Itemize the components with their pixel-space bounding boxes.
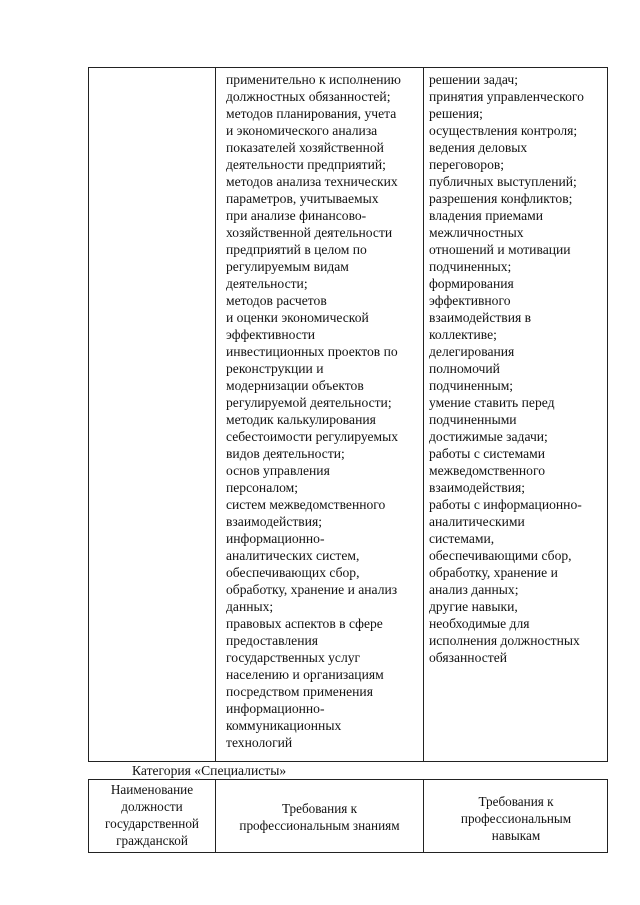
text-line: другие навыки, [429,599,518,614]
text-line: владения приемами [429,208,544,223]
text-line: деятельности предприятий; [226,157,386,172]
text-line: достижимые задачи; [429,429,548,444]
text-line: взаимодействия; [226,514,323,529]
text-line: применительно к исполнению [226,72,401,87]
text-line: анализ данных; [429,582,519,597]
text-line: эффективности [226,327,316,342]
text-line: персоналом; [226,480,299,495]
column-divider [215,68,216,761]
text-line: принятия управленческого [429,89,584,104]
text-line: основ управления [226,463,330,478]
text-line: обеспечивающих сбор, [226,565,360,580]
text-line: хозяйственной деятельности [226,225,393,240]
text-line: разрешения конфликтов; [429,191,573,206]
text-line: систем межведомственного [226,497,386,512]
text-line: переговоров; [429,157,505,172]
text-line: регулируемым видам [226,259,349,274]
text-line: правовых аспектов в сфере [226,616,383,631]
text-line: публичных выступлений; [429,174,577,189]
requirements-table [88,67,608,762]
text-line: подчиненным; [429,378,514,393]
text-line: работы с системами [429,446,546,461]
text-line: деятельности; [226,276,308,291]
text-line: модернизации объектов [226,378,364,393]
text-line: методов планирования, учета [226,106,397,121]
text-line: обработку, хранение и анализ [226,582,398,597]
text-line: взаимодействия в [429,310,532,325]
text-line: информационно- [226,701,325,716]
header-text-line: Требования к [478,794,554,809]
text-line: аналитических систем, [226,548,360,563]
text-line: при анализе финансово- [226,208,367,223]
text-line: методик калькулирования [226,412,376,427]
text-line: видов деятельности; [226,446,345,461]
text-line: реконструкции и [226,361,324,376]
text-line: аналитическими [429,514,525,529]
text-line: регулируемой деятельности; [226,395,392,410]
text-line: методов расчетов [226,293,327,308]
text-line: и экономического анализа [226,123,378,138]
text-line: информационно- [226,531,325,546]
text-line: и оценки экономической [226,310,369,325]
text-line: себестоимости регулируемых [226,429,399,444]
text-line: коллективе; [429,327,497,342]
text-line: эффективного [429,293,511,308]
header-text-line: гражданской [116,833,188,848]
text-line: методов анализа технических [226,174,398,189]
column-divider [423,68,424,761]
text-line: системами, [429,531,495,546]
text-line: обязанностей [429,650,507,665]
text-line: работы с информационно- [429,497,582,512]
text-line: умение ставить перед [429,395,555,410]
text-line: подчиненными [429,412,517,427]
text-line: обработку, хранение и [429,565,558,580]
text-line: коммуникационных [226,718,342,733]
text-line: межведомственного [429,463,546,478]
header-text-line: Требования к [281,801,358,816]
text-line: обеспечивающими сбор, [429,548,572,563]
header-text-line: профессиональным знаниям [239,818,400,833]
header-skills-requirements [424,793,608,844]
text-line: решения; [429,106,483,121]
text-line: предоставления [226,633,319,648]
text-line: должностных обязанностей; [226,89,391,104]
knowledge-requirements-cell [226,71,401,751]
text-line: формирования [429,276,514,291]
text-line: данных; [226,599,274,614]
text-line: посредством применения [226,684,373,699]
text-line: предприятий в целом по [226,242,367,257]
text-line: технологий [226,735,293,750]
header-text-line: государственной [105,816,199,831]
text-line: исполнения должностных [429,633,580,648]
text-line: отношений и мотивации [429,242,571,257]
header-table [88,779,608,853]
header-text-line: профессиональным [460,811,572,826]
text-line: показателей хозяйственной [226,140,384,155]
text-line: необходимые для [429,616,530,631]
text-line: параметров, учитываемых [226,191,379,206]
header-position-name [89,781,215,849]
header-text-line: должности [121,799,183,814]
text-line: государственных услуг [226,650,361,665]
text-line: подчиненных; [429,259,512,274]
header-text-line: Наименование [110,782,194,797]
text-line: ведения деловых [429,140,528,155]
text-line: межличностных [429,225,524,240]
text-line: инвестиционных проектов по [226,344,398,359]
text-line: полномочий [429,361,500,376]
text-line: осуществления контроля; [429,123,578,138]
header-knowledge-requirements [216,800,423,834]
text-line: делегирования [429,344,515,359]
text-line: населению и организациям [226,667,384,682]
text-line: решении задач; [429,72,518,87]
skills-requirements-cell [429,71,584,666]
category-heading: Категория «Специалисты» [132,763,287,778]
header-text-line: навыкам [491,828,541,843]
text-line: взаимодействия; [429,480,526,495]
